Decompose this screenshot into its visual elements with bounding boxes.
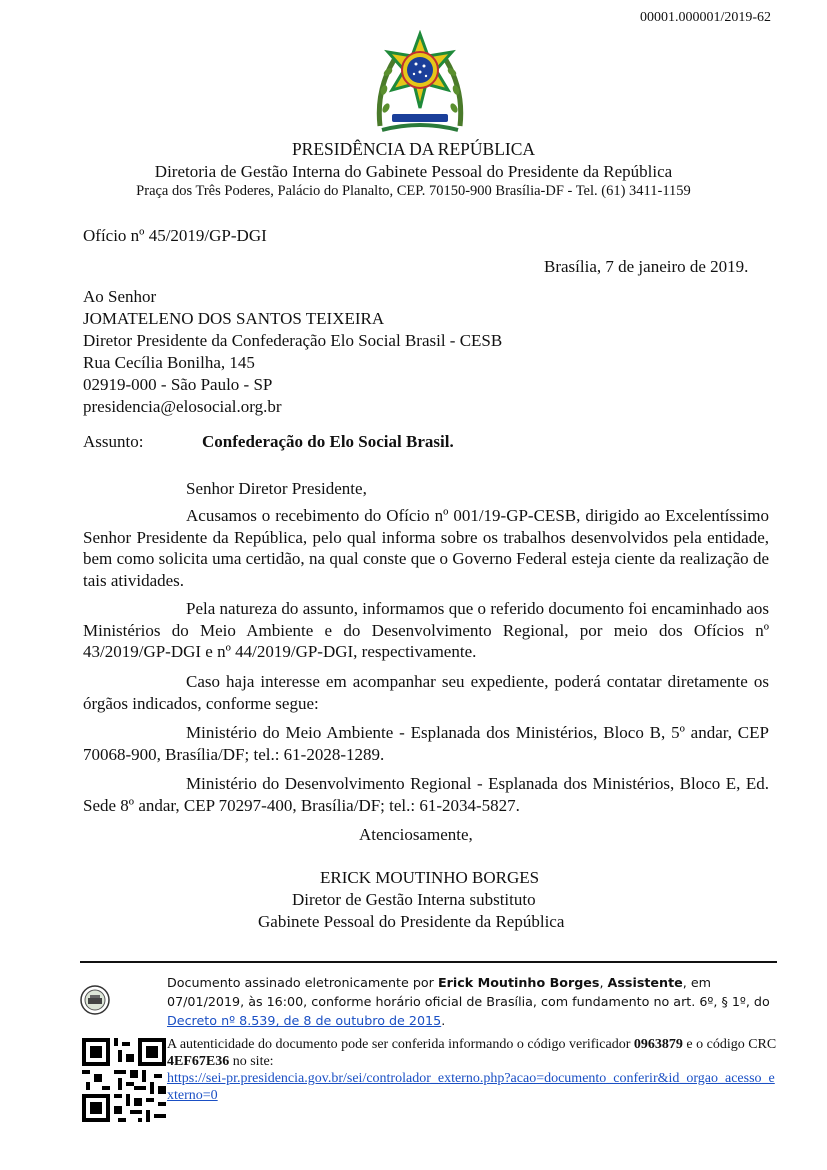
signature-notice: Documento assinado eletronicamente por Erick Moutinho Borges, Assistente, em 07/01/2019, às 16:00, conforme horário oficial de Brasília, com fundamento no art. 6º, § 1º, do Decreto nº 8.539, de 8 de outubro de 2015. bbox=[167, 975, 770, 1028]
date-line: Brasília, 7 de janeiro de 2019. bbox=[544, 257, 749, 276]
decree-link[interactable]: Decreto nº 8.539, de 8 de outubro de 2015 bbox=[167, 1013, 442, 1028]
document-number: 00001.000001/2019-62 bbox=[639, 10, 771, 25]
recipient-role: Diretor Presidente da Confederação Elo Social Brasil - CESB bbox=[83, 331, 503, 350]
sei-seal-icon bbox=[80, 985, 110, 1015]
body-paragraph-2: Pela natureza do assunto, informamos que o referido documento foi encaminhado aos Ministérios do Meio Ambiente e do Desenvolvimento Regional, por meio dos Ofícios nº 43/2019/GP-DGI e nº 44/2019/GP-DGI, respectivamente. bbox=[83, 599, 769, 661]
body-paragraph-3: Caso haja interesse em acompanhar seu expediente, poderá contatar diretamente os órgãos indicados, conforme segue: bbox=[83, 672, 769, 713]
qr-code-icon bbox=[82, 1037, 166, 1123]
footer-divider bbox=[80, 961, 777, 963]
body-paragraph-5: Ministério do Desenvolvimento Regional - Esplanada dos Ministérios, Bloco E, Ed. Sede 8º andar, CEP 70297-400, Brasília/DF; tel.: 61-2034-5827. bbox=[83, 774, 769, 815]
signature-org: Gabinete Pessoal do Presidente da República bbox=[258, 912, 565, 931]
oficio-number: Ofício nº 45/2019/GP-DGI bbox=[83, 226, 267, 245]
header-subtitle: Diretoria de Gestão Interna do Gabinete Pessoal do Presidente da República bbox=[154, 162, 673, 181]
greeting: Senhor Diretor Presidente, bbox=[186, 479, 367, 498]
recipient-email: presidencia@elosocial.org.br bbox=[83, 397, 282, 416]
verification-url-link[interactable]: https://sei-pr.presidencia.gov.br/sei/controlador_externo.php?acao=documento_conferir&id_orgao_acesso_externo=0 bbox=[167, 1071, 775, 1103]
recipient-city: 02919-000 - São Paulo - SP bbox=[83, 375, 273, 394]
body-paragraph-4: Ministério do Meio Ambiente - Esplanada dos Ministérios, Bloco B, 5º andar, CEP 70068-900, Brasília/DF; tel.: 61-2028-1289. bbox=[83, 723, 769, 764]
authenticity-notice: A autenticidade do documento pode ser conferida informando o código verificador 0963879 e o código CRC 4EF67E36 no site: https://sei-pr.presidencia.gov.br/sei/controlador_externo.php?acao=documento_conferir&id_orgao_acesso_externo=0 bbox=[167, 1037, 777, 1103]
signature-title: Diretor de Gestão Interna substituto bbox=[292, 890, 536, 909]
subject-label: Assunto: bbox=[83, 432, 144, 451]
body-paragraph-1: Acusamos o recebimento do Ofício nº 001/19-GP-CESB, dirigido ao Excelentíssimo Senhor Presidente da República, pelo qual informa sobre os trabalhos desenvolvidos pela entidade, bem como solicita uma certidão, na qual conste que o Governo Federal esteja ciente da realização de tais atividades. bbox=[83, 506, 769, 590]
recipient-street: Rua Cecília Bonilha, 145 bbox=[83, 353, 255, 372]
subject-text: Confederação do Elo Social Brasil. bbox=[202, 432, 454, 451]
header-title: PRESIDÊNCIA DA REPÚBLICA bbox=[291, 139, 536, 159]
recipient-salutation: Ao Senhor bbox=[83, 287, 157, 306]
header-address: Praça dos Três Poderes, Palácio do Planalto, CEP. 70150-900 Brasília-DF - Tel. (61) 3411-1159 bbox=[136, 183, 691, 199]
signature-name: ERICK MOUTINHO BORGES bbox=[320, 868, 540, 887]
closing: Atenciosamente, bbox=[359, 825, 473, 844]
recipient-name: JOMATELENO DOS SANTOS TEIXEIRA bbox=[83, 309, 385, 328]
coat-of-arms-icon bbox=[372, 30, 468, 140]
